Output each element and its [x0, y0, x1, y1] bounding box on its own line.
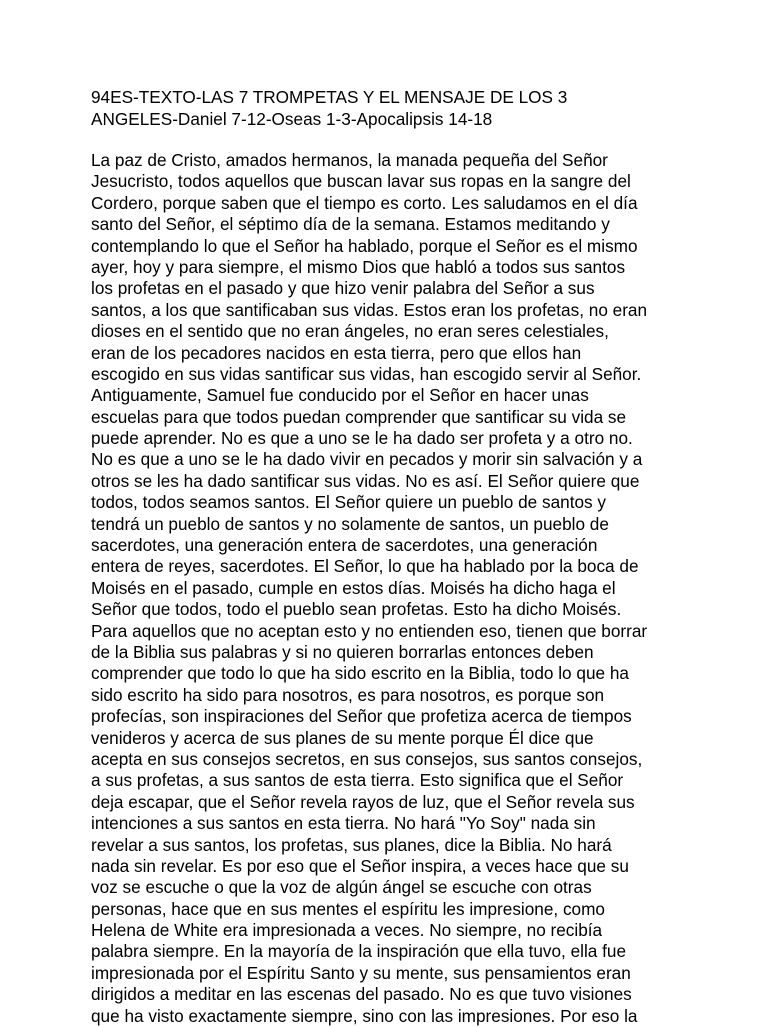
body-line: entera de reyes, sacerdotes. El Señor, lo que ha hablado por la boca de — [91, 556, 639, 577]
body-line: escogido en sus vidas santificar sus vidas, han escogido servir al Señor. — [91, 363, 642, 384]
body-line: de la Biblia sus palabras y si no quieren borrarlas entonces deben — [91, 641, 594, 662]
document-title — [91, 86, 691, 130]
body-line: personas, hace que en sus mentes el espíritu les impresione, como — [91, 898, 605, 919]
body-line: Antiguamente, Samuel fue conducido por el Señor en hacer unas — [91, 385, 589, 406]
body-line: Cordero, porque saben que el tiempo es corto. Les saludamos en el día — [91, 192, 638, 213]
body-line: puede aprender. No es que a uno se le ha dado ser profeta y a otro no. — [91, 428, 633, 449]
body-line: escuelas para que todos puedan comprender que santificar su vida se — [91, 406, 627, 427]
body-line: Moisés en el pasado, cumple en estos días. Moisés ha dicho haga el — [91, 577, 616, 598]
body-line: profecías, son inspiraciones del Señor que profetiza acerca de tiempos — [91, 706, 632, 727]
title-line: ANGELES-Daniel 7-12-Oseas 1-3-Apocalipsis 14-18 — [91, 109, 493, 129]
body-line: palabra siempre. En la mayoría de la inspiración que ella tuvo, ella fue — [91, 941, 627, 962]
body-line: contemplando lo que el Señor ha hablado, porque el Señor es el mismo — [91, 235, 638, 256]
body-line: comprender que todo lo que ha sido escrito en la Biblia, todo lo que ha — [91, 663, 629, 684]
body-line: Para aquellos que no aceptan esto y no entienden eso, tienen que borrar — [91, 620, 648, 641]
body-line: intenciones a sus santos en esta tierra. No hará "Yo Soy" nada sin — [91, 813, 596, 834]
body-line: No es que a uno se le ha dado vivir en pecados y morir sin salvación y a — [91, 449, 643, 470]
body-line: sacerdotes, una generación entera de sacerdotes, una generación — [91, 535, 598, 556]
body-line: dioses en el sentido que no eran ángeles, no eran seres celestiales, — [91, 321, 609, 342]
body-line: venideros y acerca de sus planes de su mente porque Él dice que — [91, 727, 594, 748]
body-line: Helena de White era impresionada a veces. No siempre, no recibía — [91, 920, 603, 941]
document-body — [91, 150, 691, 1027]
body-line: ayer, hoy y para siempre, el mismo Dios que habló a todos sus santos — [91, 256, 626, 277]
title-line: 94ES-TEXTO-LAS 7 TROMPETAS Y EL MENSAJE DE LOS 3 — [91, 87, 568, 107]
body-line: Jesucristo, todos aquellos que buscan lavar sus ropas en la sangre del — [91, 171, 631, 192]
body-line: los profetas en el pasado y que hizo venir palabra del Señor a sus — [91, 278, 595, 299]
body-line: revelar a sus santos, los profetas, sus planes, dice la Biblia. No hará — [91, 834, 612, 855]
body-line: deja escapar, que el Señor revela rayos de luz, que el Señor revela sus — [91, 791, 635, 812]
body-line: tendrá un pueblo de santos y no solamente de santos, un pueblo de — [91, 513, 609, 534]
body-line: La paz de Cristo, amados hermanos, la manada pequeña del Señor — [91, 150, 608, 170]
body-line: santo del Señor, el séptimo día de la semana. Estamos meditando y — [91, 214, 610, 235]
body-line: eran de los pecadores nacidos en esta tierra, pero que ellos han — [91, 342, 582, 363]
body-line: dirigidos a meditar en las escenas del pasado. No es que tuvo visiones — [91, 984, 632, 1005]
body-line: impresionada por el Espíritu Santo y su mente, sus pensamientos eran — [91, 962, 631, 983]
body-line: santos, a los que santificaban sus vidas. Estos eran los profetas, no eran — [91, 299, 648, 320]
body-line: otros se les ha dado santificar sus vidas. No es así. El Señor quiere que — [91, 470, 640, 491]
body-line: acepta en sus consejos secretos, en sus consejos, sus santos consejos, — [91, 748, 643, 769]
body-line: sido escrito ha sido para nosotros, es para nosotros, es porque son — [91, 684, 605, 705]
body-line: a sus profetas, a sus santos de esta tierra. Esto significa que el Señor — [91, 770, 624, 791]
body-line: Señor que todos, todo el pueblo sean profetas. Esto ha dicho Moisés. — [91, 599, 622, 620]
body-line: voz se escuche o que la voz de algún ángel se escuche con otras — [91, 877, 592, 898]
body-line: todos, todos seamos santos. El Señor quiere un pueblo de santos y — [91, 492, 606, 513]
body-line: nada sin revelar. Es por eso que el Señor inspira, a veces hace que su — [91, 855, 629, 876]
body-line: que ha visto exactamente siempre, sino con las impresiones. Por eso la — [91, 1005, 638, 1026]
